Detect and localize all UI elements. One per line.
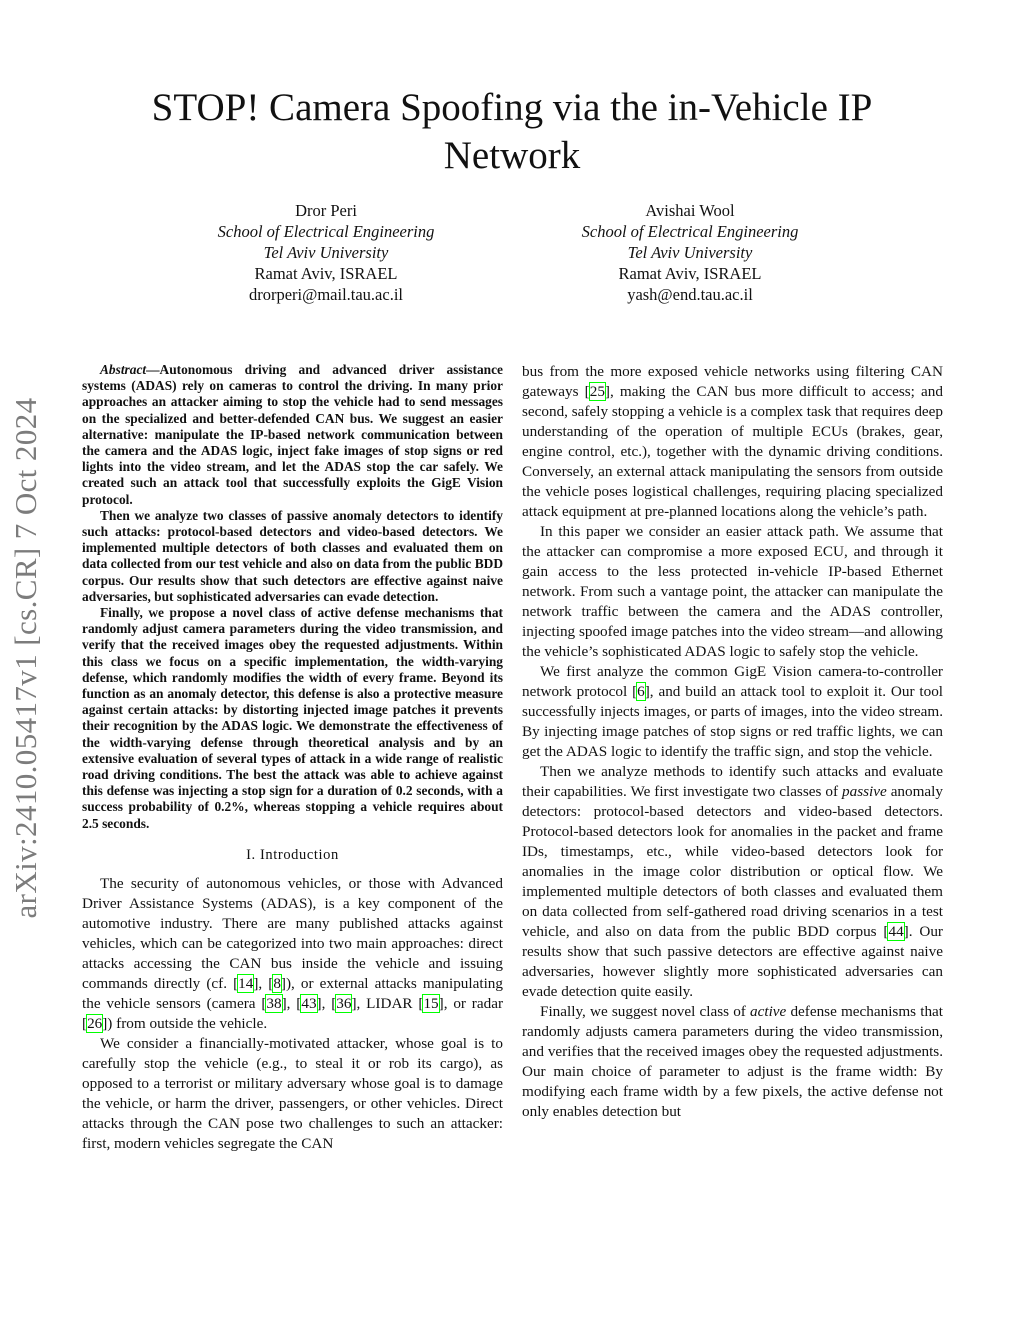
- abstract-paragraph: Abstract—Autonomous driving and advanced driver assistance systems (ADAS) rely on cameras to control the driving. In many prior approaches an attacker aiming to stop the vehicle had to send messages on the specialized and better-defended CAN bus. We suggest an easier alternative: manipulate the IP-based network communication between the camera and the ADAS logic, inject fake images of stop signs or red lights into the video stream, and let the ADAS stop the car safely. We created such an attack tool that successfully exploits the GigE Vision protocol.: [82, 362, 503, 507]
- left-column: [82, 362, 503, 1154]
- author-university: Tel Aviv University: [263, 243, 389, 262]
- paper-title: STOP! Camera Spoofing via the in-Vehicle IP Network: [151, 86, 873, 177]
- author-block: [540, 200, 840, 305]
- citation-link[interactable]: 14: [238, 974, 254, 992]
- body-text: We first analyze the common GigE Vision camera-to-controller network protocol [: [522, 663, 943, 700]
- body-paragraph: In this paper we consider an easier attack path. We assume that the attacker can compromise a more exposed ECU, and through it gain access to the less protected in-vehicle IP-based Ethernet network. From such a vantage point, the attacker can manipulate the network traffic between the camera and the ADAS controller, injecting spoofed image patches into the video stream—and allowing the vehicle’s sophisticated ADAS logic to safely stop the vehicle.: [522, 523, 943, 660]
- author-department: School of Electrical Engineering: [581, 222, 799, 241]
- body-text: ], [: [316, 994, 337, 1012]
- body-text: bus from the more exposed vehicle networks using filtering CAN gateways [: [522, 363, 943, 400]
- body-text: ], making the CAN bus more difficult to access; and second, safely stopping a vehicle is a complex task that requires deep understanding of the operation of multiple ECUs (brakes, gear, engine control, etc.), together with the dynamic driving conditions. Conversely, an external attack manipulating the sensors from outside the vehicle poses logistical challenges, requiring placing specialized attack equipment at pre-planned locations along the vehicle’s path.: [522, 383, 943, 520]
- citation-link[interactable]: 6: [637, 683, 645, 700]
- body-text: ], [: [253, 974, 274, 992]
- emphasis-text: passive: [842, 783, 887, 800]
- body-text: ], LIDAR [: [351, 994, 424, 1012]
- author-city: Ramat Aviv, ISRAEL: [618, 264, 762, 283]
- body-paragraph: [82, 874, 503, 1034]
- author-block: [176, 200, 476, 305]
- author-email[interactable]: drorperi@mail.tau.ac.il: [248, 285, 403, 304]
- citation-link[interactable]: 26: [87, 1014, 103, 1032]
- citation-link[interactable]: 36: [336, 994, 352, 1012]
- abstract-label: Abstract: [100, 362, 147, 377]
- body-text: Then we analyze methods to identify such attacks and evaluate their capabilities. We first investigate two classes of: [522, 763, 943, 800]
- body-paragraph: We consider a financially-motivated attacker, whose goal is to carefully stop the vehicle (e.g., to steal it or rob its cargo), as opposed to a terrorist or military adversary whose goal is to damage the vehicle, or harm the driver, passengers, or other vehicles. Direct attacks through the CAN pose two challenges to such an attacker: first, modern vehicles segregate the CAN: [82, 1034, 503, 1152]
- abstract-paragraph: Finally, we propose a novel class of active defense mechanisms that randomly adjust camera parameters during the video transmission, and verify that the received images obey the requested adjustments. Within this class we focus on a specific implementation, the width-varying defense, which randomly modifies the width of every frame. Beyond its function as an anomaly detector, this defense is also a protective measure against certain attacks: by distorting injected image patches it prevents their recognition by the ADAS logic. We demonstrate the effectiveness of the width-varying defense through theoretical analysis and by an extensive evaluation of several types of attack in a wide range of realistic road driving conditions. The best the attack was able to achieve against this defense was injecting a stop sign for a duration of 0.2 seconds, with a success probability of 0.2%, whereas stopping a vehicle requires about 2.5 seconds.: [82, 605, 503, 831]
- author-name: Avishai Wool: [645, 201, 735, 220]
- body-text: anomaly detectors: protocol-based detectors and video-based detectors. Protocol-based detectors look for anomalies in the packet and frame IDs, timestamps, etc., while video-based detectors look for anomalies in the image color distribution or optical flow. We implemented multiple detectors of both classes and evaluated them on data collected from self-gathered road driving scenarios in a test vehicle, and also on data from the public BDD corpus [: [522, 783, 943, 940]
- body-text: ], or radar [: [82, 994, 503, 1032]
- body-text: ]) from outside the vehicle.: [102, 1014, 268, 1032]
- section-heading: I. Introduction: [246, 846, 339, 863]
- citation-link[interactable]: 44: [888, 923, 904, 940]
- citation-link[interactable]: 8: [273, 974, 281, 992]
- body-text: defense mechanisms that randomly adjusts camera parameters during the video transmission, and verifies that the received images obey the requested adjustments. Our main choice of parameter to adjust is the frame width: By modifying each frame width by a few pixels, the active defense not only enables detection but: [522, 1003, 944, 1120]
- body-paragraph: [522, 1002, 943, 1122]
- body-text: Finally, we suggest novel class of: [540, 1003, 751, 1020]
- author-city: Ramat Aviv, ISRAEL: [254, 264, 398, 283]
- abstract-text: Autonomous driving and advanced driver assistance systems (ADAS) rely on cameras to control the driving. In many prior approaches an attacker aiming to stop the vehicle had to send messages on the specialized and better-defended CAN bus. We suggest an easier alternative: manipulate the IP-based network communication between the camera and the ADAS logic, inject fake images of stop signs or red lights into the video stream, and let the ADAS stop the car safely. We created such an attack tool that successfully exploits the GigE Vision protocol.: [82, 362, 503, 507]
- author-department: School of Electrical Engineering: [217, 222, 435, 241]
- right-column: [522, 362, 943, 1122]
- body-paragraph: [522, 362, 943, 522]
- body-text: ]), or external attacks manipulating the vehicle sensors (camera [: [82, 974, 503, 1012]
- citation-link[interactable]: 15: [423, 994, 439, 1012]
- citation-link[interactable]: 43: [301, 994, 317, 1012]
- body-text: The security of autonomous vehicles, or those with Advanced Driver Assistance Systems (ADAS), is a key component of the automotive industry. There are many published attacks against vehicles, which can be categorized into two main approaches: direct attacks accessing the CAN bus inside the vehicle and issuing commands directly (cf. [: [82, 874, 503, 992]
- body-text: ], [: [281, 994, 302, 1012]
- author-email[interactable]: yash@end.tau.ac.il: [627, 285, 753, 304]
- abstract-paragraph: Then we analyze two classes of passive anomaly detectors to identify such attacks: protocol-based detectors and video-based detectors. We implemented multiple detectors of both classes and evaluated them on data collected from our test vehicle and also on data from the public BDD corpus. Our results show that such detectors are effective against naive adversaries, but sophisticated adversaries can evade detection.: [82, 507, 503, 604]
- author-university: Tel Aviv University: [627, 243, 753, 262]
- arxiv-stamp: arXiv:2410.05417v1 [cs.CR] 7 Oct 2024: [8, 397, 43, 919]
- author-name: Dror Peri: [295, 201, 357, 220]
- body-paragraph: [522, 662, 943, 762]
- body-text: ]. Our results show that such passive detectors are effective against naive adversaries, however slightly more sophisticated adversaries can evade detection quite easily.: [522, 923, 943, 1000]
- citation-link[interactable]: 25: [589, 383, 605, 400]
- emphasis-text: active: [750, 1003, 787, 1020]
- body-text: ], and build an attack tool to exploit it. Our tool successfully injects images, or parts of images, into the video stream. By injecting image patches of stop signs or red traffic lights, we can get the ADAS logic to identify the traffic sign, and stop the vehicle.: [522, 683, 944, 760]
- citation-link[interactable]: 38: [266, 994, 282, 1012]
- body-paragraph: [522, 762, 943, 1002]
